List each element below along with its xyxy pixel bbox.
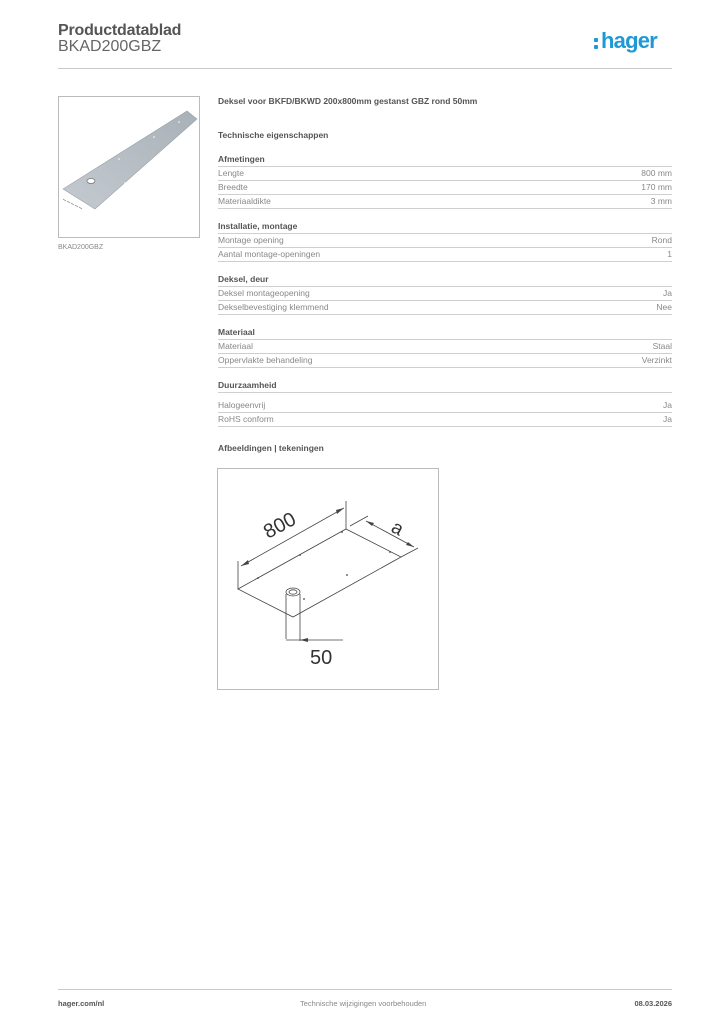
- brand-logo: [594, 28, 657, 54]
- logo-colon-icon: [594, 35, 599, 49]
- product-details: [218, 96, 672, 453]
- footer-divider: [58, 989, 672, 990]
- dimension-drawing: [218, 469, 438, 689]
- footer-website[interactable]: hager.com/nl: [58, 999, 105, 1008]
- spec-label: RoHS conform: [218, 414, 274, 424]
- spec-row: [218, 181, 672, 195]
- spec-row: [218, 413, 672, 427]
- product-image-caption: BKAD200GBZ: [58, 244, 104, 251]
- spec-value: Rond: [651, 235, 672, 245]
- spec-row: [218, 354, 672, 368]
- spec-value: Ja: [663, 288, 672, 298]
- technical-title: Technische eigenschappen: [218, 130, 329, 140]
- group-installatie: [218, 221, 672, 262]
- spec-row: [218, 248, 672, 262]
- spec-value: 170 mm: [641, 182, 672, 192]
- spec-label: Materiaaldikte: [218, 196, 271, 206]
- spec-value: Verzinkt: [641, 355, 672, 365]
- spec-row: [218, 287, 672, 301]
- product-description: Deksel voor BKFD/BKWD 200x800mm gestanst GBZ rond 50mm: [218, 96, 478, 106]
- technical-drawing: [217, 468, 439, 690]
- footer-disclaimer: Technische wijzigingen voorbehouden: [300, 999, 427, 1008]
- footer-date: 08.03.2026: [634, 999, 672, 1008]
- spec-value: 800 mm: [641, 168, 672, 178]
- spec-label: Lengte: [218, 168, 244, 178]
- dimension-hole-label: 50: [310, 647, 333, 669]
- spec-row: [218, 234, 672, 248]
- drawings-title: Afbeeldingen | tekeningen: [218, 443, 324, 453]
- group-duurzaamheid: [218, 380, 672, 427]
- group-title: Afmetingen: [218, 154, 672, 167]
- spec-value: Ja: [663, 414, 672, 424]
- logo-text: hager: [601, 28, 657, 53]
- spec-value: 3 mm: [650, 196, 672, 206]
- header-divider: [58, 68, 672, 69]
- group-title: Installatie, montage: [218, 221, 672, 234]
- spec-row: [218, 301, 672, 315]
- spec-label: Aantal montage-openingen: [218, 249, 321, 259]
- spec-label: Montage opening: [218, 235, 284, 245]
- group-title: Duurzaamheid: [218, 380, 672, 393]
- group-materiaal: [218, 327, 672, 368]
- dimension-width-label: a: [387, 516, 407, 541]
- group-deksel: [218, 274, 672, 315]
- spec-row: [218, 167, 672, 181]
- spec-label: Halogeenvrij: [218, 400, 266, 410]
- spec-value: Ja: [663, 400, 672, 410]
- group-title: Materiaal: [218, 327, 672, 340]
- group-afmetingen: [218, 154, 672, 209]
- spec-label: Oppervlakte behandeling: [218, 355, 313, 365]
- spec-row: [218, 340, 672, 354]
- cover-plate-image: [59, 97, 199, 237]
- spec-row: [218, 195, 672, 209]
- dimension-length-label: 800: [260, 508, 300, 544]
- spec-value: Nee: [656, 302, 672, 312]
- spec-label: Dekselbevestiging klemmend: [218, 302, 329, 312]
- spec-row: [218, 399, 672, 413]
- group-title: Deksel, deur: [218, 274, 672, 287]
- spec-value: Staal: [652, 341, 672, 351]
- product-code: BKAD200GBZ: [58, 38, 162, 55]
- product-image: [58, 96, 200, 238]
- spec-value: 1: [667, 249, 672, 259]
- spec-label: Deksel montageopening: [218, 288, 310, 298]
- spec-label: Breedte: [218, 182, 248, 192]
- document-title: Productdatablad: [58, 22, 182, 39]
- spec-label: Materiaal: [218, 341, 253, 351]
